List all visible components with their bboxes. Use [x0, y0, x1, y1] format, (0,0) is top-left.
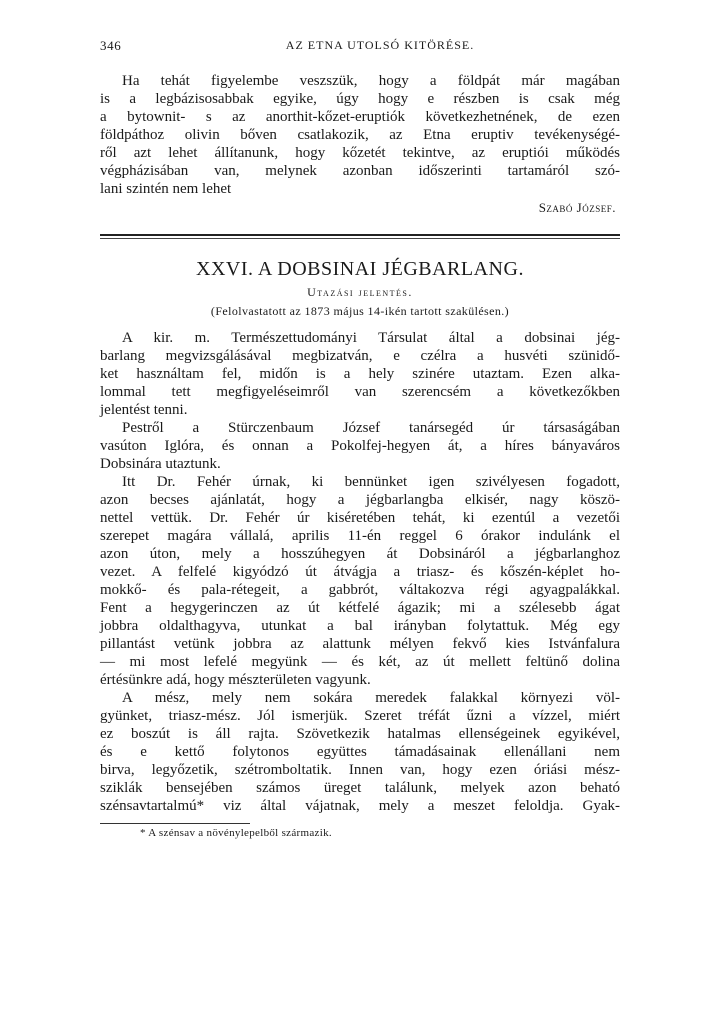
- text-line: vezet. A felfelé kigyódzó út átvágja a triasz- és kőszén-képlet ho-: [100, 564, 620, 580]
- page: [100, 38, 620, 839]
- body-paragraph: [100, 419, 620, 473]
- text-line: nettel vettük. Dr. Fehér úr kiséretében tehát, ki ezentúl a vezetői: [100, 510, 620, 526]
- page-number: 346: [100, 38, 122, 53]
- text-line: vasúton Iglóra, és onnan a Pokolfej-hegyen át, a híres bányaváros: [100, 438, 620, 454]
- text-line: mokkő- és pala-rétegeit, a gabbrót, váltakozva régi agyagpalákkal.: [100, 582, 620, 598]
- article-note: (Felolvastatott az 1873 május 14-ikén tartott szakülésen.): [210, 304, 510, 318]
- divider-rule-thick: [100, 234, 620, 236]
- text-line: szerepet magára vállalá, aprilis 11-én reggel 6 órakor indulánk el: [100, 528, 620, 544]
- body-paragraph: [100, 473, 620, 689]
- article-title: XXVI. A DOBSINAI JÉGBARLANG.: [196, 258, 524, 280]
- text-line: pillantást vetünk jobbra az alattunk mélyen fekvő kies Istvánfalura: [100, 636, 620, 652]
- text-line: földpáthoz olivin bőven csatlakozik, az Etna eruptiv tevékenységé-: [100, 127, 620, 143]
- running-head-title: AZ ETNA UTOLSÓ KITÖRÉSE.: [285, 38, 475, 52]
- text-line: jobbra oldalthagyva, utunkat a bal irányban folytattuk. Még egy: [100, 618, 620, 634]
- body-paragraph: [100, 689, 620, 815]
- text-line: azon úton, mely a hosszúhegyen át Dobsináról a jégbarlanghoz: [100, 546, 620, 562]
- intro-paragraph: [100, 72, 620, 198]
- text-line: gyünket, triasz-mész. Jól ismerjük. Szeret tréfát űzni a vízzel, miért: [100, 708, 620, 724]
- text-line: sziklák bensejében számos üreget találunk, melyek azon beható: [100, 780, 620, 796]
- text-line: — mi most lefelé megyünk — és két, az út mellett feltünő dolina: [100, 654, 620, 670]
- text-line: Dobsinára utaztunk.: [100, 456, 221, 472]
- footnote: * A szénsav a növénylepelből származik.: [140, 827, 332, 839]
- author-signature: Szabó József.: [538, 200, 616, 215]
- text-line: barlang megvizsgálásával megbizatván, e czélra a husvéti szünidő-: [100, 348, 620, 364]
- text-line: végpházisában van, melynek azonban időszerinti tartamáról szó-: [100, 163, 620, 179]
- text-line: a bytownit- s az anorthit-kőzet-eruptiók következhetnének, de ezen: [100, 109, 620, 125]
- text-line: A mész, mely nem sokára meredek falakkal környezi völ-: [122, 690, 620, 706]
- text-line: azon becses ajánlatát, hogy a jégbarlangba elkisér, nagy köszö-: [100, 492, 620, 508]
- text-line: Itt Dr. Fehér úrnak, ki bennünket igen szivélyesen fogadott,: [122, 474, 620, 490]
- text-line: szénsavtartalmú* viz által vájatnak, mely a meszet feloldja. Gyak-: [100, 798, 620, 814]
- text-line: A kir. m. Természettudományi Társulat által a dobsinai jég-: [122, 330, 620, 346]
- text-line: Fent a hegygerinczen az út kétfelé ágazik; mi a szélesebb ágat: [100, 600, 620, 616]
- text-line: birva, legyőzetik, szétromboltatik. Innen van, hogy ezen óriási mész-: [100, 762, 620, 778]
- text-line: lommal tett megfigyeléseimről van szerencsém a következőkben: [100, 384, 620, 400]
- text-line: is a legbázisosabbak egyike, úgy hogy e részben is csak még: [100, 91, 620, 107]
- divider-rule-thin: [100, 238, 620, 239]
- text-line: Pestről a Stürczenbaum József tanársegéd úr társaságában: [122, 420, 620, 436]
- text-line: ez boszút is áll rajta. Szövetkezik hatalmas ellenségeinek egyikével,: [100, 726, 620, 742]
- footnote-rule: [100, 823, 250, 824]
- text-line: jelentést tenni.: [100, 402, 188, 418]
- section-divider: [100, 234, 620, 240]
- body-paragraph: [100, 329, 620, 419]
- text-line: és e kettő folytonos együttes támadásainak ellenállani nem: [100, 744, 620, 760]
- text-line: lani szintén nem lehet: [100, 181, 232, 197]
- text-line: Ha tehát figyelembe veszszük, hogy a földpát már magában: [122, 73, 620, 89]
- text-line: ket használtam fel, midőn is a hely szinére utaztam. Ezen alka-: [100, 366, 620, 382]
- text-line: értésünkre adá, hogy mészterületen vagyunk.: [100, 672, 371, 688]
- running-head: [100, 38, 620, 58]
- article-subtitle: Utazási jelentés.: [307, 285, 413, 299]
- text-line: ről azt lehet állítanunk, hogy kőzetét tekintve, az eruptiói működés: [100, 145, 620, 161]
